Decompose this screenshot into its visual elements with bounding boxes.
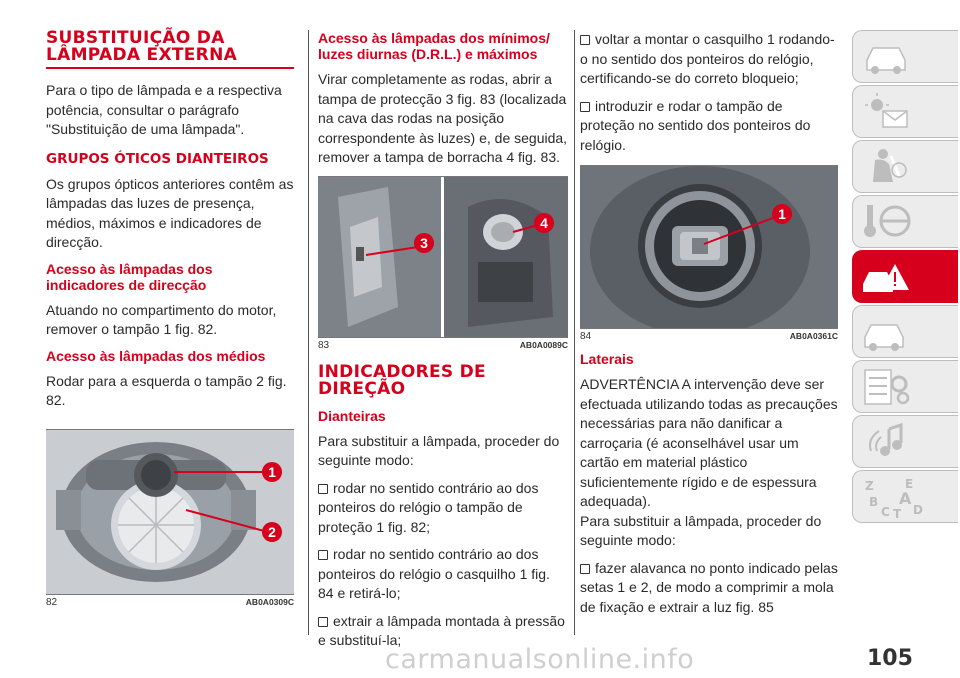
callout-1-label: 1 (268, 463, 276, 480)
svg-text:D: D (913, 503, 923, 517)
figure-84-image (580, 166, 838, 328)
tab-safety[interactable] (852, 140, 958, 193)
figure-84 (580, 165, 838, 343)
bullet-item: fazer alavanca no ponto indicado pelas setas 1 e 2, de modo a comprimir a mola de fixação e extrair a luz fig. 85 (580, 559, 838, 615)
bullet-item: rodar no sentido contrário ao dos ponteiros do relógio o casquilho 1 fig. 84 e retirá-lo; (318, 546, 550, 601)
section-title-turn-indicators: INDICADORES DE DIREÇÃO (318, 361, 486, 399)
figure-83-caption (318, 338, 568, 352)
access-direction-text: Atuando no compartimento do motor, remover o tampão 1 fig. 82. (46, 301, 277, 337)
figure-number: 82 (46, 596, 58, 608)
callout-3-label: 3 (420, 234, 428, 251)
heading-access-direction: Acesso às lâmpadas dos indicadores de direcção (46, 260, 213, 293)
lateral-warning-text: ADVERTÊNCIA A intervenção deve ser efectuada utilizando todas as precauções necessárias para não danificar a carroçaria (é aconselhável usar um cartão em material plástico suficientemente rígido e de espessura adequada). (580, 376, 838, 509)
heading-access-dipped: Acesso às lâmpadas dos médios (46, 347, 266, 364)
checkbox-bullet-icon (318, 617, 328, 627)
title-rule (46, 67, 294, 69)
figure-code: AB0A0309C (245, 596, 294, 607)
car-dashboard-icon (859, 36, 915, 78)
car-emergency-icon (859, 256, 915, 298)
figure-82-image (46, 430, 294, 594)
bullet-item: rodar no sentido contrário ao dos ponteiros do relógio o tampão de proteção 1 fig. 82; (318, 479, 539, 535)
svg-text:B: B (869, 495, 879, 509)
checkbox-bullet-icon (580, 564, 590, 574)
lateral-procedure-text: Para substituir a lâmpada, proceder do seguinte modo: (580, 512, 822, 548)
technical-data-icon (859, 366, 915, 408)
tab-technical-data[interactable] (852, 360, 958, 413)
callout-2-label: 2 (268, 523, 276, 540)
svg-text:A: A (899, 489, 912, 508)
bullet-item: extrair a lâmpada montada à pressão e substituí-la; (318, 612, 565, 648)
tab-dashboard[interactable] (852, 30, 958, 83)
heading-lateral: Laterais (580, 351, 634, 367)
bullet-item: voltar a montar o casquilho 1 rodando-o no sentido dos ponteiros do relógio, certificando-se do correto bloqueio; (580, 31, 835, 86)
page-number: 105 (867, 646, 913, 671)
svg-text:T: T (893, 507, 902, 520)
chapter-tabs (852, 30, 958, 525)
section-title-bulb-replacement: SUBSTITUIÇÃO DA LÂMPADA EXTERNA (46, 28, 238, 65)
tab-emergency[interactable] (852, 250, 958, 303)
front-optics-text: Os grupos ópticos anteriores contêm as lâmpadas das luzes de presença, médios, máximos e indicadores de direcção. (46, 175, 294, 250)
car-maintenance-icon (859, 311, 915, 353)
callout-4-label: 4 (540, 214, 548, 231)
warning-lights-icon (859, 91, 915, 133)
figure-82-caption (46, 595, 294, 609)
svg-text:E: E (905, 477, 914, 491)
figure-code: AB0A0089C (519, 339, 568, 350)
tab-index[interactable] (852, 470, 958, 523)
key-steering-icon (859, 201, 915, 243)
checkbox-bullet-icon (318, 484, 328, 494)
column-2 (318, 30, 568, 659)
figure-code: AB0A0361C (789, 331, 838, 341)
tab-maintenance[interactable] (852, 305, 958, 358)
checkbox-bullet-icon (318, 550, 328, 560)
callout-1-label: 1 (778, 206, 786, 222)
index-alphabet-icon (859, 476, 929, 520)
checkbox-bullet-icon (580, 35, 590, 45)
checkbox-bullet-icon (580, 102, 590, 112)
access-dipped-text: Rodar para a esquerda o tampão 2 fig. 82. (46, 372, 287, 408)
figure-84-caption (580, 329, 838, 343)
multimedia-icon (859, 421, 915, 463)
tab-warning-lights[interactable] (852, 85, 958, 138)
watermark: carmanualsonline.info (385, 644, 695, 675)
heading-front: Dianteiras (318, 407, 386, 424)
front-text: Para substituir a lâmpada, proceder do seguinte modo: (318, 432, 560, 468)
figure-83-image (318, 177, 568, 337)
bullet-item: introduzir e rodar o tampão de proteção no sentido dos ponteiros do relógio. (580, 97, 811, 153)
access-position-text: Virar completamente as rodas, abrir a tampa de protecção 3 fig. 83 (localizada na cava das rodas na posição correspondente às luzes) e, de seguida, remover a tampa de borracha 4 fig. 83. (318, 71, 568, 165)
figure-83 (318, 176, 568, 352)
svg-text:C: C (881, 505, 890, 519)
column-divider (574, 30, 575, 635)
svg-text:Z: Z (865, 479, 874, 493)
heading-access-position-lights: Acesso às lâmpadas dos mínimos/ luzes diurnas (D.R.L.) e máximos (318, 30, 550, 62)
column-divider (308, 30, 309, 635)
subsection-title-front-optics: GRUPOS ÓTICOS DIANTEIROS (46, 150, 269, 167)
tab-starting-driving[interactable] (852, 195, 958, 248)
figure-number: 83 (318, 339, 330, 351)
intro-text: Para o tipo de lâmpada e a respectiva potência, consultar o parágrafo "Substituição de uma lâmpada". (46, 82, 282, 137)
seat-safety-icon (859, 146, 915, 188)
figure-number: 84 (580, 331, 592, 342)
column-3 (580, 30, 838, 625)
tab-multimedia[interactable] (852, 415, 958, 468)
figure-82 (46, 429, 294, 609)
column-1 (46, 30, 294, 609)
